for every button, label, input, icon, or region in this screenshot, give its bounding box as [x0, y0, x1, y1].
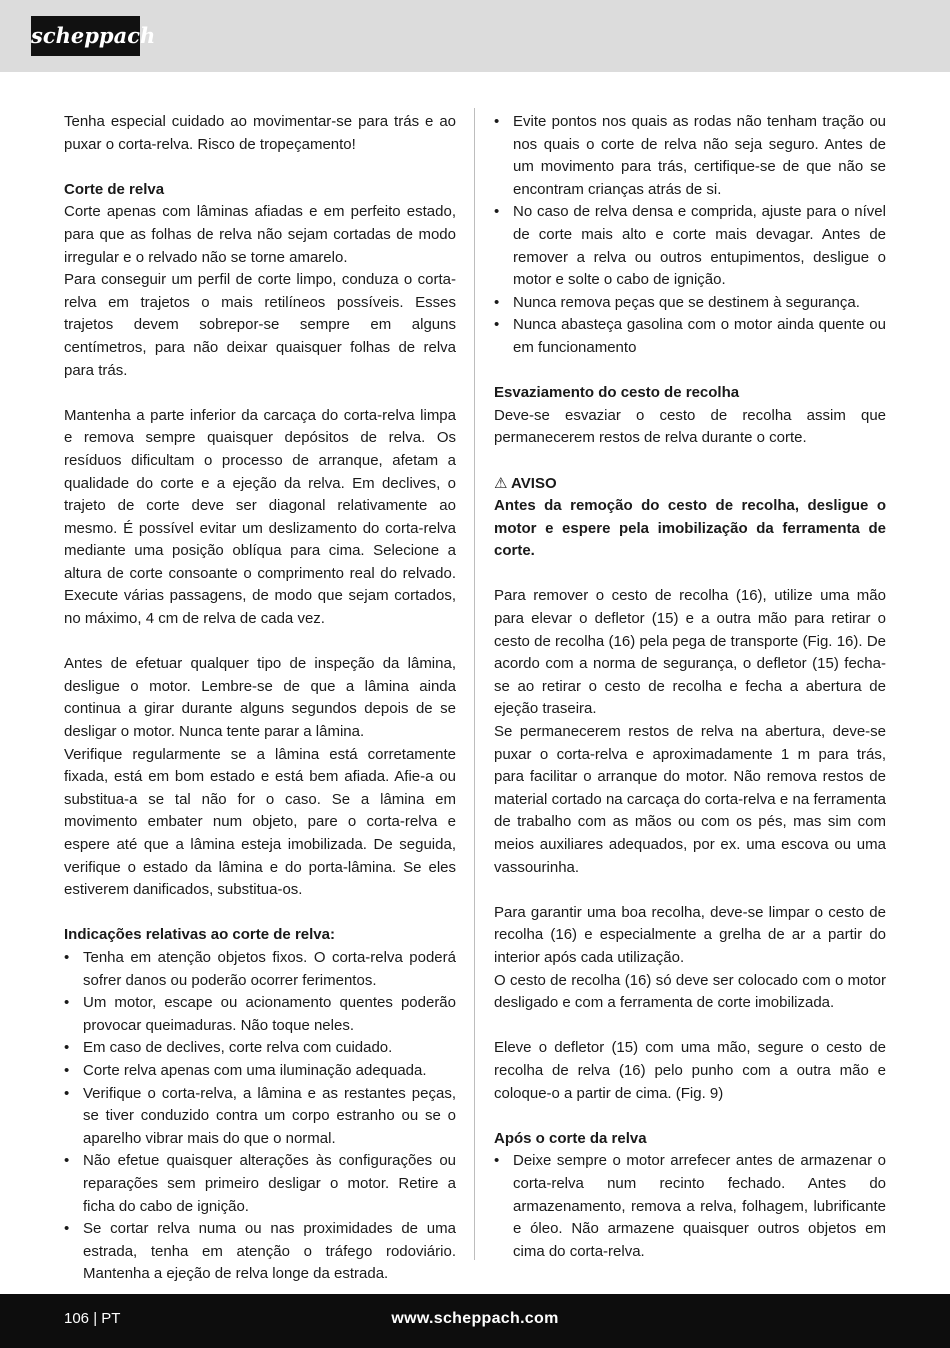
paragraph: Se permanecerem restos de relva na abertura, deve-se puxar o corta-relva e aproximadamente 1 m para trás, para facilitar o arranque do motor. Não remova restos de material cortado na carcaça do corta-relva e na ferramenta de trabalho com as mãos ou com os pés, mas sim com meios auxiliares adequados, por ex. uma escova ou uma vassourinha. — [494, 723, 886, 876]
paragraph: Eleve o defletor (15) com uma mão, segure o cesto de recolha de relva (16) pelo punho com a outra mão e coloque-o a partir de cima. (Fig. 9) — [494, 1039, 886, 1102]
bullet-list — [494, 111, 886, 360]
paragraph: Antes de efetuar qualquer tipo de inspeção da lâmina, desligue o motor. Lembre-se de que a lâmina ainda continua a girar durante alguns segundos depois de se desligar o motor. Nunca tente parar a lâmina. — [64, 655, 456, 741]
list-item: • No caso de relva densa e comprida, ajuste para o nível de corte mais alto e corte mais devagar. Antes de remover a relva ou outros entupimentos, desligue o motor e solte o cabo de ignição. — [494, 201, 886, 291]
website-link[interactable]: www.scheppach.com — [391, 1310, 559, 1327]
list-item: • Evite pontos nos quais as rodas não tenham tração ou nos quais o corte de relva não seja seguro. Antes de um movimento para trás, certifique-se de que não se encontram crianças atrás de si. — [494, 111, 886, 201]
list-item: • Nunca remova peças que se destinem à segurança. — [494, 292, 886, 315]
list-item: • Nunca abasteça gasolina com o motor ainda quente ou em funcionamento — [494, 314, 886, 359]
section-heading: Após o corte da relva — [494, 1129, 647, 1147]
paragraph: Para remover o cesto de recolha (16), utilize uma mão para elevar o defletor (15) e a outra mão para retirar o cesto de recolha (16) pela pega de transporte (Fig. 16). De acordo com a norma de segurança, o defletor (15) fecha-se ao retirar o cesto de recolha e fecha a abertura de ejeção traseira. — [494, 587, 886, 718]
list-item: • Se cortar relva numa ou nas proximidades de uma estrada, tenha em atenção o tráfego rodoviário. Mantenha a ejeção de relva longe da estrada. — [64, 1218, 456, 1286]
page-number: 106 | PT — [64, 1310, 121, 1327]
paragraph: Verifique regularmente se a lâmina está corretamente fixada, está em bom estado e está bem afiada. Afie-a ou substitua-a se tal não for o caso. Se a lâmina em movimento embater num objeto, pare o corta-relva e espere até que a lâmina esteja imobilizada. De seguida, verifique o estado da lâmina e do porta-lâmina. Se eles estiverem danificados, substitua-os. — [64, 745, 456, 899]
list-item: • Verifique o corta-relva, a lâmina e as restantes peças, se tiver conduzido contra um corpo estranho ou se o aparelho vibrar mais do que o normal. — [64, 1083, 456, 1151]
left-column — [64, 111, 456, 1286]
page-header — [0, 0, 950, 72]
list-item: • Não efetue quaisquer alterações às configurações ou reparações sem primeiro desligar o motor. Retire a ficha do cabo de ignição. — [64, 1150, 456, 1218]
warning-title: ⚠ AVISO — [494, 474, 557, 492]
page-footer — [0, 1294, 950, 1348]
bullet-list — [494, 1150, 886, 1263]
bullet-list — [64, 947, 456, 1286]
paragraph: Para conseguir um perfil de corte limpo, conduza o corta-relva em trajetos o mais retilíneos possíveis. Esses trajetos devem sobrepor-se sempre em alguns centímetros, para não deixar quaisquer folhas de relva para trás. — [64, 271, 456, 379]
list-item: • Em caso de declives, corte relva com cuidado. — [64, 1037, 456, 1060]
paragraph: Corte apenas com lâminas afiadas e em perfeito estado, para que as folhas de relva não sejam cortadas de modo irregular e o relvado não se torne amarelo. — [64, 203, 456, 266]
paragraph: Para garantir uma boa recolha, deve-se limpar o cesto de recolha (16) e especialmente a grelha de ar a partir do interior após cada utilização. — [494, 903, 886, 966]
section-heading: Esvaziamento do cesto de recolha — [494, 384, 740, 402]
section-heading: Indicações relativas ao corte de relva: — [64, 926, 335, 944]
list-item: • Um motor, escape ou acionamento quentes poderão provocar queimaduras. Não toque neles. — [64, 992, 456, 1037]
right-column — [494, 111, 886, 1263]
brand-logo: scheppach — [31, 16, 140, 56]
list-item: • Corte relva apenas com uma iluminação adequada. — [64, 1060, 456, 1083]
paragraph: O cesto de recolha (16) só deve ser colocado com o motor desligado e com a ferramenta de corte imobilizada. — [494, 971, 886, 1012]
list-item: • Deixe sempre o motor arrefecer antes de armazenar o corta-relva num recinto fechado. Antes do armazenamento, remova a relva, folhagem, lubrificante e óleo. Não armazene quaisquer outros objetos em cima do corta-relva. — [494, 1150, 886, 1263]
column-divider — [474, 108, 475, 1260]
section-heading: Corte de relva — [64, 180, 165, 198]
list-item: • Tenha em atenção objetos fixos. O corta-relva poderá sofrer danos ou poderão ocorrer ferimentos. — [64, 947, 456, 992]
paragraph: Deve-se esvaziar o cesto de recolha assim que permanecerem restos de relva durante o corte. — [494, 406, 886, 447]
paragraph: Mantenha a parte inferior da carcaça do corta-relva limpa e remova sempre quaisquer depósitos de relva. Os resíduos dificultam o processo de arranque, afetam a qualidade do corte e a ejeção da relva. Em declives, o trajeto de corte deve ser diagonal relativamente ao mesmo. É possível evitar um deslizamento do corta-relva mediante uma posição oblíqua para cima. Selecione a altura de corte consoante o comprimento real do relvado. Execute várias passagens, de modo que sejam cortados, no máximo, 4 cm de relva de cada vez. — [64, 406, 456, 628]
paragraph: Tenha especial cuidado ao movimentar-se para trás e ao puxar o corta-relva. Risco de tropeçamento! — [64, 113, 456, 153]
warning-text: Antes da remoção do cesto de recolha, desligue o motor e espere pela imobilização da ferramenta de corte. — [494, 497, 886, 560]
